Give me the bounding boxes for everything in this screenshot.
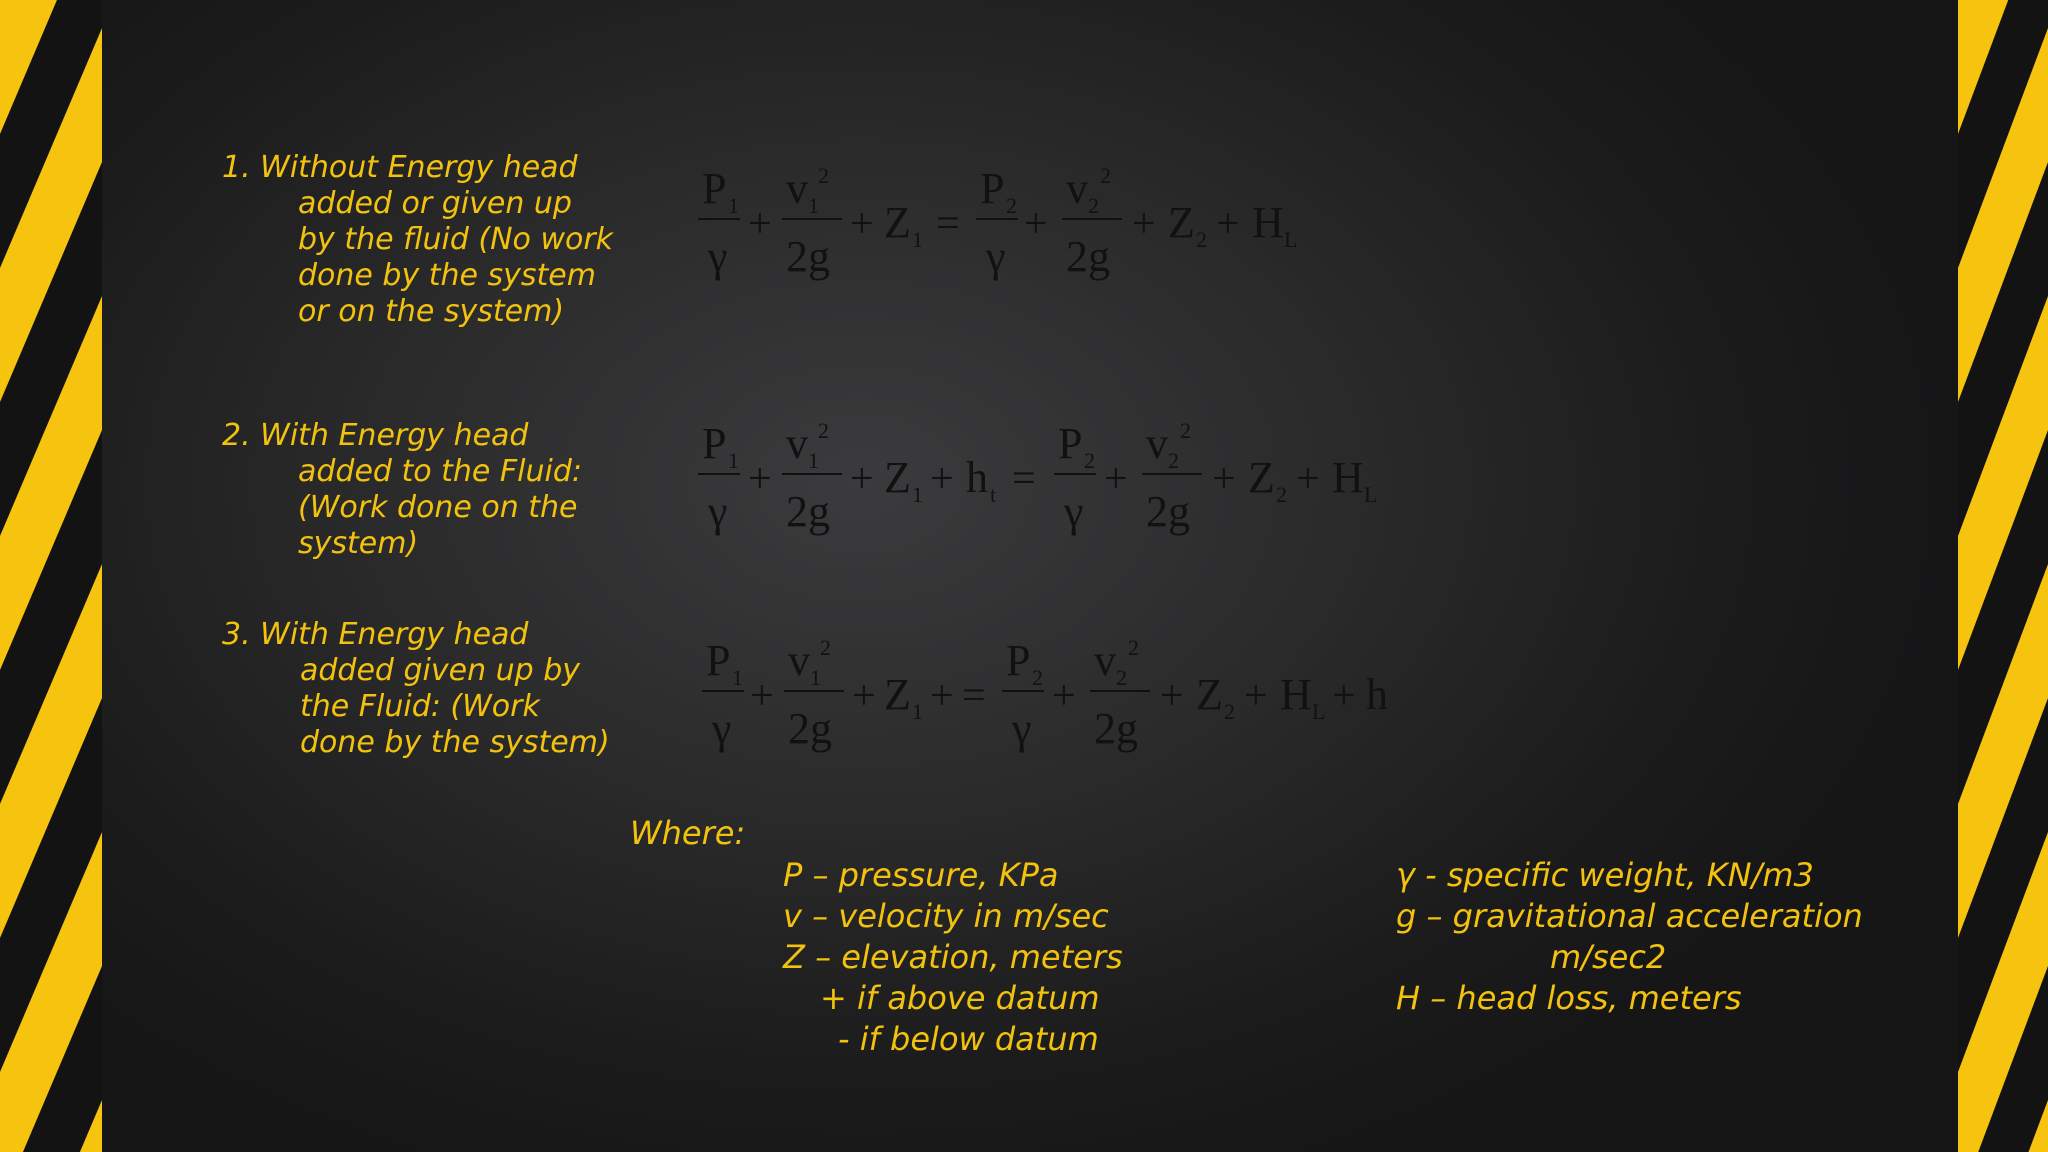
eq2-term-v2sq-2g <box>1142 418 1202 536</box>
eq3-term-hl <box>1280 670 1325 724</box>
eq2-term-v1sq-2g <box>782 418 842 536</box>
svg-text:2: 2 <box>1116 665 1127 690</box>
where-left-2: v – velocity in m/sec <box>783 897 1109 935</box>
eq2-term-p2-gamma <box>1054 419 1096 536</box>
item-1-line-1: 1. Without Energy head <box>222 150 578 185</box>
svg-text:v: v <box>786 419 808 468</box>
svg-text:2: 2 <box>1168 448 1179 473</box>
svg-text:+: + <box>930 456 954 502</box>
equation-2 <box>690 410 1410 550</box>
svg-text:Z: Z <box>1168 198 1195 247</box>
svg-text:v: v <box>788 636 810 685</box>
svg-text:γ: γ <box>986 232 1006 281</box>
svg-text:+: + <box>1332 673 1356 719</box>
svg-text:1: 1 <box>912 482 923 507</box>
svg-text:γ: γ <box>1012 704 1032 753</box>
eq3-term-h: h <box>1366 670 1388 719</box>
svg-text:2: 2 <box>1088 193 1099 218</box>
where-left-5: - if below datum <box>838 1020 1099 1058</box>
svg-text:2: 2 <box>820 635 831 660</box>
eq1-equals: = <box>936 201 960 247</box>
eq3-term-v1sq-2g <box>784 635 844 753</box>
item-2-description <box>222 418 582 562</box>
svg-text:γ: γ <box>1064 487 1084 536</box>
item-2-line-1: 2. With Energy head <box>222 418 529 453</box>
item-3-line-1: 3. With Energy head <box>222 617 529 652</box>
svg-text:1: 1 <box>728 193 739 218</box>
eq3-term-z2 <box>1196 670 1235 724</box>
eq3-equals: = <box>962 673 986 719</box>
svg-text:2: 2 <box>1276 482 1287 507</box>
svg-text:v: v <box>786 164 808 213</box>
eq1-term-p2-gamma <box>976 164 1018 281</box>
eq2-term-ht <box>966 453 996 507</box>
svg-text:h: h <box>966 453 988 502</box>
svg-text:2: 2 <box>818 163 829 188</box>
eq2-term-z1 <box>884 453 923 507</box>
eq3-term-v2sq-2g <box>1090 635 1150 753</box>
item-1-line-4: done by the system <box>298 258 596 293</box>
item-2-line-4: system) <box>298 526 419 561</box>
item-1-line-2: added or given up <box>298 186 572 221</box>
eq1-term-v2sq-2g <box>1062 163 1122 281</box>
svg-text:Z: Z <box>1196 670 1223 719</box>
where-left-3: Z – elevation, meters <box>783 938 1123 976</box>
left-hazard-stripes <box>0 0 102 1152</box>
svg-text:γ: γ <box>708 232 728 281</box>
eq3-term-p1-gamma <box>702 636 744 753</box>
eq2-term-z2 <box>1248 453 1287 507</box>
eq1-term-v1sq-2g <box>782 163 842 281</box>
svg-text:Z: Z <box>884 453 911 502</box>
svg-text:2: 2 <box>1006 193 1017 218</box>
eq1-plus: + <box>748 201 772 247</box>
svg-text:Z: Z <box>884 670 911 719</box>
svg-text:P: P <box>1006 636 1031 685</box>
svg-text:1: 1 <box>732 665 743 690</box>
svg-text:1: 1 <box>808 448 819 473</box>
svg-text:Z: Z <box>884 198 911 247</box>
svg-text:v: v <box>1146 419 1168 468</box>
svg-text:t: t <box>990 482 997 507</box>
item-3-line-3: the Fluid: (Work <box>300 689 540 724</box>
svg-text:1: 1 <box>912 699 923 724</box>
eq1-term-z1 <box>884 198 923 252</box>
item-2-line-3: (Work done on the <box>298 490 578 525</box>
svg-text:L: L <box>1312 699 1326 724</box>
where-right-2: g – gravitational acceleration <box>1396 897 1863 935</box>
svg-text:+: + <box>1052 673 1076 719</box>
svg-text:P: P <box>702 419 727 468</box>
svg-text:+: + <box>1104 456 1128 502</box>
eq3-term-z1 <box>884 670 923 724</box>
svg-text:H: H <box>1332 453 1364 502</box>
eq1-plus: + <box>1024 201 1048 247</box>
where-right-3: m/sec2 <box>1550 938 1667 976</box>
item-2-line-2: added to the Fluid: <box>298 454 583 489</box>
svg-text:2g: 2g <box>1094 704 1138 753</box>
svg-text:1: 1 <box>808 193 819 218</box>
svg-text:2g: 2g <box>788 704 832 753</box>
svg-text:2: 2 <box>1128 635 1139 660</box>
svg-text:P: P <box>706 636 731 685</box>
svg-text:2: 2 <box>1032 665 1043 690</box>
where-right-4: H – head loss, meters <box>1396 979 1742 1017</box>
svg-text:2: 2 <box>818 418 829 443</box>
eq2-term-hl <box>1332 453 1377 507</box>
svg-text:1: 1 <box>810 665 821 690</box>
svg-text:Z: Z <box>1248 453 1275 502</box>
where-right-1: γ - specific weight, KN/m3 <box>1396 856 1814 894</box>
svg-text:γ: γ <box>712 704 732 753</box>
svg-text:+: + <box>748 456 772 502</box>
svg-text:2: 2 <box>1196 227 1207 252</box>
svg-text:2: 2 <box>1100 163 1111 188</box>
svg-text:1: 1 <box>912 227 923 252</box>
svg-text:+: + <box>930 673 954 719</box>
item-1-line-5: or on the system) <box>298 294 565 329</box>
eq1-plus: + <box>850 201 874 247</box>
svg-text:2g: 2g <box>1066 232 1110 281</box>
svg-text:+: + <box>1244 673 1268 719</box>
where-left-1: P – pressure, KPa <box>783 856 1059 894</box>
svg-text:L: L <box>1364 482 1378 507</box>
svg-text:γ: γ <box>708 487 728 536</box>
svg-text:2: 2 <box>1180 418 1191 443</box>
eq1-term-z2 <box>1168 198 1207 252</box>
svg-text:+: + <box>852 673 876 719</box>
svg-text:+: + <box>1212 456 1236 502</box>
eq2-term-p1-gamma <box>698 419 740 536</box>
equation-1 <box>690 155 1330 295</box>
equation-3 <box>694 627 1414 767</box>
where-heading: Where: <box>630 814 746 852</box>
item-3-description <box>222 617 610 761</box>
eq1-term-hl <box>1252 198 1297 252</box>
right-hazard-stripes <box>1958 0 2048 1152</box>
svg-text:P: P <box>1058 419 1083 468</box>
svg-text:P: P <box>702 164 727 213</box>
item-3-line-2: added given up by <box>300 653 581 688</box>
svg-text:+: + <box>850 456 874 502</box>
svg-text:+: + <box>1296 456 1320 502</box>
eq1-term-p1-gamma <box>698 164 740 281</box>
svg-text:2: 2 <box>1084 448 1095 473</box>
svg-text:+: + <box>1160 673 1184 719</box>
svg-text:P: P <box>980 164 1005 213</box>
svg-text:v: v <box>1066 164 1088 213</box>
svg-text:2g: 2g <box>1146 487 1190 536</box>
svg-text:2: 2 <box>1224 699 1235 724</box>
svg-text:L: L <box>1284 227 1298 252</box>
svg-text:H: H <box>1252 198 1284 247</box>
item-1-description <box>222 150 613 330</box>
where-left-4: + if above datum <box>820 979 1100 1017</box>
svg-text:+: + <box>750 673 774 719</box>
eq2-equals: = <box>1012 456 1036 502</box>
svg-text:v: v <box>1094 636 1116 685</box>
eq1-plus: + <box>1132 201 1156 247</box>
svg-text:1: 1 <box>728 448 739 473</box>
svg-text:2g: 2g <box>786 232 830 281</box>
item-3-line-4: done by the system) <box>300 725 610 760</box>
svg-text:H: H <box>1280 670 1312 719</box>
eq3-term-p2-gamma <box>1002 636 1044 753</box>
item-1-line-3: by the fluid (No work <box>298 222 614 257</box>
svg-text:2g: 2g <box>786 487 830 536</box>
eq1-plus: + <box>1216 201 1240 247</box>
